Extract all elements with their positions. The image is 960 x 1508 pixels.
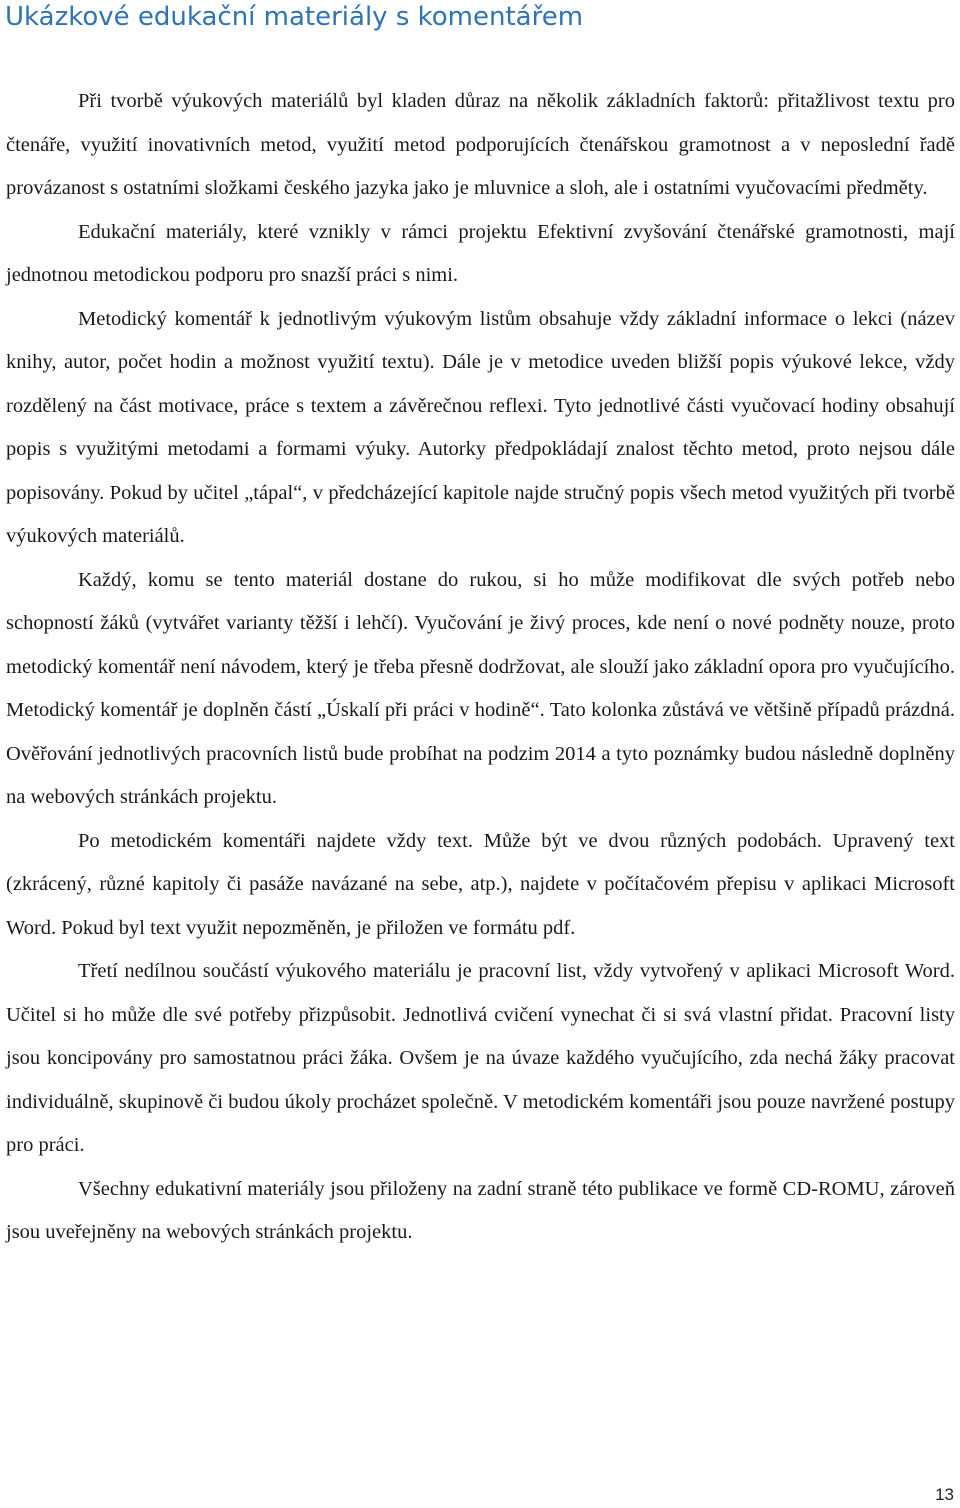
page-title: Ukázkové edukační materiály s komentářem <box>5 2 584 32</box>
paragraph-text-forms: Po metodickém komentáři najdete vždy text. Může být ve dvou různých podobách. Upravený text (zkrácený, různé kapitoly či pasáže navázané na sebe, atp.), najdete v počítačovém přepisu v aplikaci Microsoft Word. Pokud byl text využit nepozměněn, je přiložen ve formátu pdf. <box>6 829 955 939</box>
page-number: 13 <box>935 1485 954 1504</box>
paragraph-modification: Každý, komu se tento materiál dostane do rukou, si ho může modifikovat dle svých potřeb nebo schopností žáků (vytvářet varianty těžší i lehčí). Vyučování je živý proces, kde není o nové podněty nouze, proto metodický komentář není návodem, který je třeba přesně dodržovat, ale slouží jako základní opora pro vyučujícího. Metodický komentář je doplněn částí „Úskalí při práci v hodině“. Tato kolonka zůstává ve většině případů prázdná. Ověřování jednotlivých pracovních listů bude probíhat na podzim 2014 a tyto poznámky budou následně doplněny na webových stránkách projektu. <box>6 568 955 808</box>
paragraph-worksheet: Třetí nedílnou součástí výukového materiálu je pracovní list, vždy vytvořený v aplikaci Microsoft Word. Učitel si ho může dle své potřeby přizpůsobit. Jednotlivá cvičení vynechat či si svá vlastní přidat. Pracovní listy jsou koncipovány pro samostatnou práci žáka. Ovšem je na úvaze každého vyučujícího, zda nechá žáky pracovat individuálně, skupinově či budou úkoly procházet společně. V metodickém komentáři jsou pouze navržené postupy pro práci. <box>6 960 955 1156</box>
body-text <box>6 80 955 1255</box>
paragraph-methodical-comment: Metodický komentář k jednotlivým výukovým listům obsahuje vždy základní informace o lekci (název knihy, autor, počet hodin a možnost využití textu). Dále je v metodice uveden bližší popis výukové lekce, vždy rozdělený na část motivace, práce s textem a závěrečnou reflexi. Tyto jednotlivé části vyučovací hodiny obsahují popis s využitými metodami a formami výuky. Autorky předpokládají znalost těchto metod, proto nejsou dále popisovány. Pokud by učitel „tápal“, v předcházející kapitole najde stručný popis všech metod využitých při tvorbě výukových materiálů. <box>6 307 955 547</box>
paragraph-methodical-support: Edukační materiály, které vznikly v rámci projektu Efektivní zvyšování čtenářské gramotnosti, mají jednotnou metodickou podporu pro snazší práci s nimi. <box>6 220 955 286</box>
paragraph-intro: Při tvorbě výukových materiálů byl kladen důraz na několik základních faktorů: přitažlivost textu pro čtenáře, využití inovativních metod, využití metod podporujících čtenářskou gramotnost a v neposlední řadě provázanost s ostatními složkami českého jazyka jako je mluvnice a sloh, ale i ostatními vyučovacími předměty. <box>6 90 955 199</box>
paragraph-cd-rom: Všechny edukativní materiály jsou přiloženy na zadní straně této publikace ve formě CD-ROMU, zároveň jsou uveřejněny na webových stránkách projektu. <box>6 1177 955 1243</box>
